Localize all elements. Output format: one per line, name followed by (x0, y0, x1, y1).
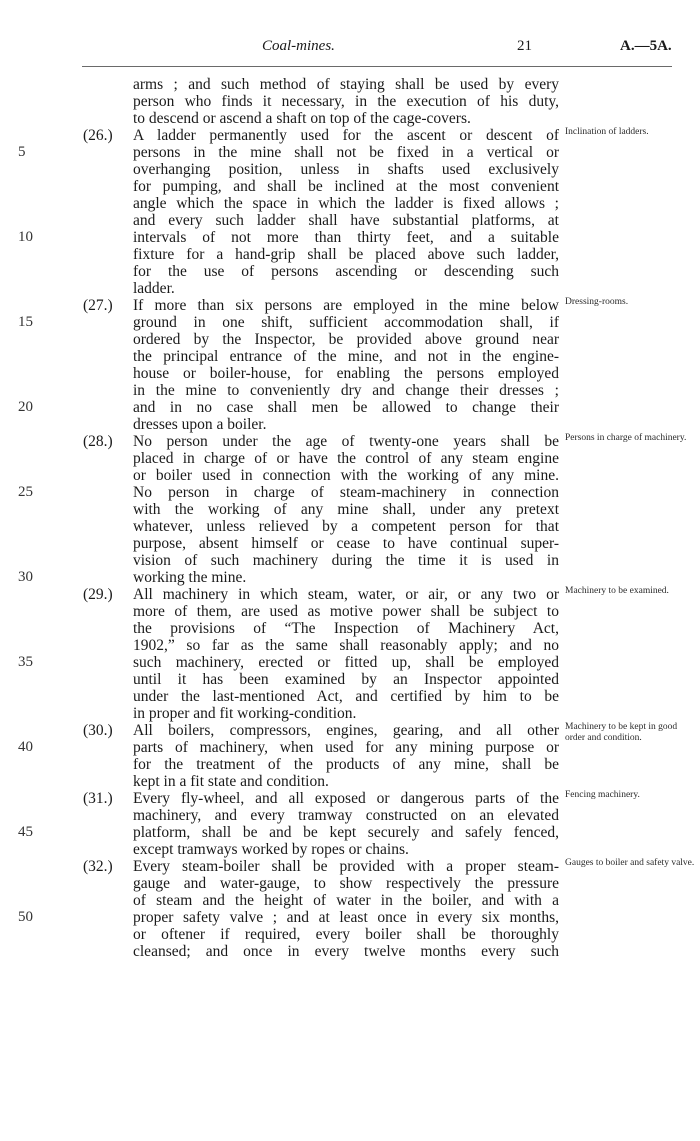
document-reference: A.—5A. (620, 38, 672, 54)
line-number: 25 (18, 484, 33, 500)
line-text: and every such ladder shall have substantial platforms, at (133, 212, 559, 229)
line-text: the provisions of “The Inspection of Machinery Act, (133, 620, 559, 637)
text-line (0, 909, 700, 926)
line-text: the principal entrance of the mine, and not in the engine- (133, 348, 559, 365)
marginal-note: Fencing machinery. (565, 790, 640, 800)
line-text: proper safety valve ; and at least once in every six months, (133, 909, 559, 926)
text-line (0, 535, 700, 552)
line-text: ground in one shift, sufficient accommodation shall, if (133, 314, 559, 331)
section-number: (28.) (83, 433, 113, 450)
marginal-note: Inclination of ladders. (565, 127, 649, 137)
text-line (0, 229, 700, 246)
line-text: angle which the space in which the ladder is fixed allows ; (133, 195, 559, 212)
text-line (0, 722, 700, 743)
line-text: purpose, absent himself or cease to have continual super- (133, 535, 559, 552)
marginal-note: Dressing-rooms. (565, 297, 629, 307)
line-number: 20 (18, 399, 33, 415)
line-number: 50 (18, 909, 33, 925)
line-text: and in no case shall men be allowed to change their (133, 399, 559, 416)
marginal-note: Machinery to be kept in good order and condition. (565, 722, 678, 743)
line-text: working the mine. (133, 569, 247, 586)
text-line (0, 144, 700, 161)
section-number: (29.) (83, 586, 113, 603)
line-text: All boilers, compressors, engines, gearing, and all other (133, 722, 559, 739)
line-text: or oftener if required, every boiler shall be thoroughly (133, 926, 559, 943)
text-line (0, 705, 700, 722)
text-line (0, 926, 700, 943)
line-text: Every fly-wheel, and all exposed or dangerous parts of the (133, 790, 559, 807)
text-line (0, 467, 700, 484)
text-line (0, 875, 700, 892)
line-text: for the use of persons ascending or descending such (133, 263, 559, 280)
section-number: (27.) (83, 297, 113, 314)
text-line (0, 654, 700, 671)
line-number: 10 (18, 229, 33, 245)
line-text: cleansed; and once in every twelve months every such (133, 943, 559, 960)
text-line (0, 688, 700, 705)
line-text: person who finds it necessary, in the execution of his duty, (133, 93, 559, 110)
text-line (0, 501, 700, 518)
line-text: fixture for a hand-grip shall be placed above such ladder, (133, 246, 559, 263)
marginal-note: Gauges to boiler and safety valve. (565, 858, 695, 868)
line-text: for the treatment of the products of any mine, shall be (133, 756, 559, 773)
text-line (0, 620, 700, 637)
section-number: (32.) (83, 858, 113, 875)
text-line (0, 790, 700, 807)
text-line (0, 263, 700, 280)
line-text: ladder. (133, 280, 175, 297)
marginal-note: Persons in charge of machinery. (565, 433, 687, 443)
line-number: 35 (18, 654, 33, 670)
line-number: 15 (18, 314, 33, 330)
line-text: placed in charge of or have the control of any steam engine (133, 450, 559, 467)
line-number: 45 (18, 824, 33, 840)
text-line (0, 314, 700, 331)
page-header (0, 38, 700, 60)
line-text: house or boiler-house, for enabling the persons employed (133, 365, 559, 382)
page-number: 21 (517, 38, 532, 54)
text-line (0, 824, 700, 841)
text-line (0, 93, 700, 110)
text-line (0, 246, 700, 263)
line-text: vision of such machinery during the time it is used in (133, 552, 559, 569)
line-text: until it has been examined by an Inspector appointed (133, 671, 559, 688)
line-text: whatever, unless relieved by a competent person for that (133, 518, 559, 535)
line-text: in the mine to conveniently dry and change their dresses ; (133, 382, 559, 399)
line-text: for pumping, and shall be inclined at the most convenient (133, 178, 559, 195)
line-text: machinery, and every tramway constructed on an elevated (133, 807, 559, 824)
section-number: (31.) (83, 790, 113, 807)
text-line (0, 739, 700, 756)
text-line (0, 603, 700, 620)
section-number: (30.) (83, 722, 113, 739)
text-line (0, 858, 700, 875)
line-text: All machinery in which steam, water, or air, or any two or (133, 586, 559, 603)
line-text: A ladder permanently used for the ascent or descent of (133, 127, 559, 144)
line-text: of steam and the height of water in the boiler, and with a (133, 892, 559, 909)
line-text: more of them, are used as motive power shall be subject to (133, 603, 559, 620)
line-text: 1902,” so far as the same shall reasonably apply; and no (133, 637, 559, 654)
line-text: persons in the mine shall not be fixed in a vertical or (133, 144, 559, 161)
running-title: Coal-mines. (262, 38, 335, 54)
line-text: parts of machinery, when used for any mining purpose or (133, 739, 559, 756)
line-text: No person under the age of twenty-one years shall be (133, 433, 559, 450)
line-text: in proper and fit working-condition. (133, 705, 357, 722)
text-line (0, 178, 700, 195)
line-text: to descend or ascend a shaft on top of the cage-covers. (133, 110, 471, 127)
line-text: except tramways worked by ropes or chains. (133, 841, 409, 858)
line-text: with the working of any mine shall, under any pretext (133, 501, 559, 518)
text-line (0, 195, 700, 212)
line-text: No person in charge of steam-machinery in connection (133, 484, 559, 501)
line-text: gauge and water-gauge, to show respectively the pressure (133, 875, 559, 892)
text-line (0, 76, 700, 93)
line-text: under the last-mentioned Act, and certified by him to be (133, 688, 559, 705)
text-line (0, 756, 700, 773)
text-line (0, 399, 700, 416)
line-text: ordered by the Inspector, be provided above ground near (133, 331, 559, 348)
text-line (0, 127, 700, 144)
text-line (0, 297, 700, 314)
text-line (0, 552, 700, 569)
text-line (0, 841, 700, 858)
line-text: such machinery, erected or fitted up, shall be employed (133, 654, 559, 671)
text-line (0, 433, 700, 450)
line-text: overhanging position, unless in shafts used exclusively (133, 161, 559, 178)
text-line (0, 331, 700, 348)
text-line (0, 484, 700, 501)
header-rule (82, 66, 672, 67)
line-text: arms ; and such method of staying shall be used by every (133, 76, 559, 93)
text-line (0, 365, 700, 382)
text-line (0, 807, 700, 824)
text-line (0, 110, 700, 127)
text-line (0, 671, 700, 688)
text-line (0, 586, 700, 603)
text-line (0, 416, 700, 433)
line-text: platform, shall be and be kept securely and safely fenced, (133, 824, 559, 841)
text-line (0, 382, 700, 399)
line-text: If more than six persons are employed in the mine below (133, 297, 559, 314)
section-number: (26.) (83, 127, 113, 144)
line-number: 40 (18, 739, 33, 755)
text-line (0, 569, 700, 586)
line-text: dresses upon a boiler. (133, 416, 267, 433)
line-number: 30 (18, 569, 33, 585)
text-line (0, 518, 700, 535)
text-line (0, 161, 700, 178)
text-line (0, 212, 700, 229)
line-number: 5 (18, 144, 26, 160)
text-line (0, 348, 700, 365)
text-line (0, 637, 700, 654)
line-text: kept in a fit state and condition. (133, 773, 329, 790)
text-line (0, 450, 700, 467)
line-text: Every steam-boiler shall be provided with a proper steam- (133, 858, 559, 875)
line-text: intervals of not more than thirty feet, and a suitable (133, 229, 559, 246)
document-body (0, 76, 700, 960)
marginal-note: Machinery to be examined. (565, 586, 669, 596)
text-line (0, 943, 700, 960)
line-text: or boiler used in connection with the working of any mine. (133, 467, 559, 484)
text-line (0, 892, 700, 909)
text-line (0, 773, 700, 790)
text-line (0, 280, 700, 297)
